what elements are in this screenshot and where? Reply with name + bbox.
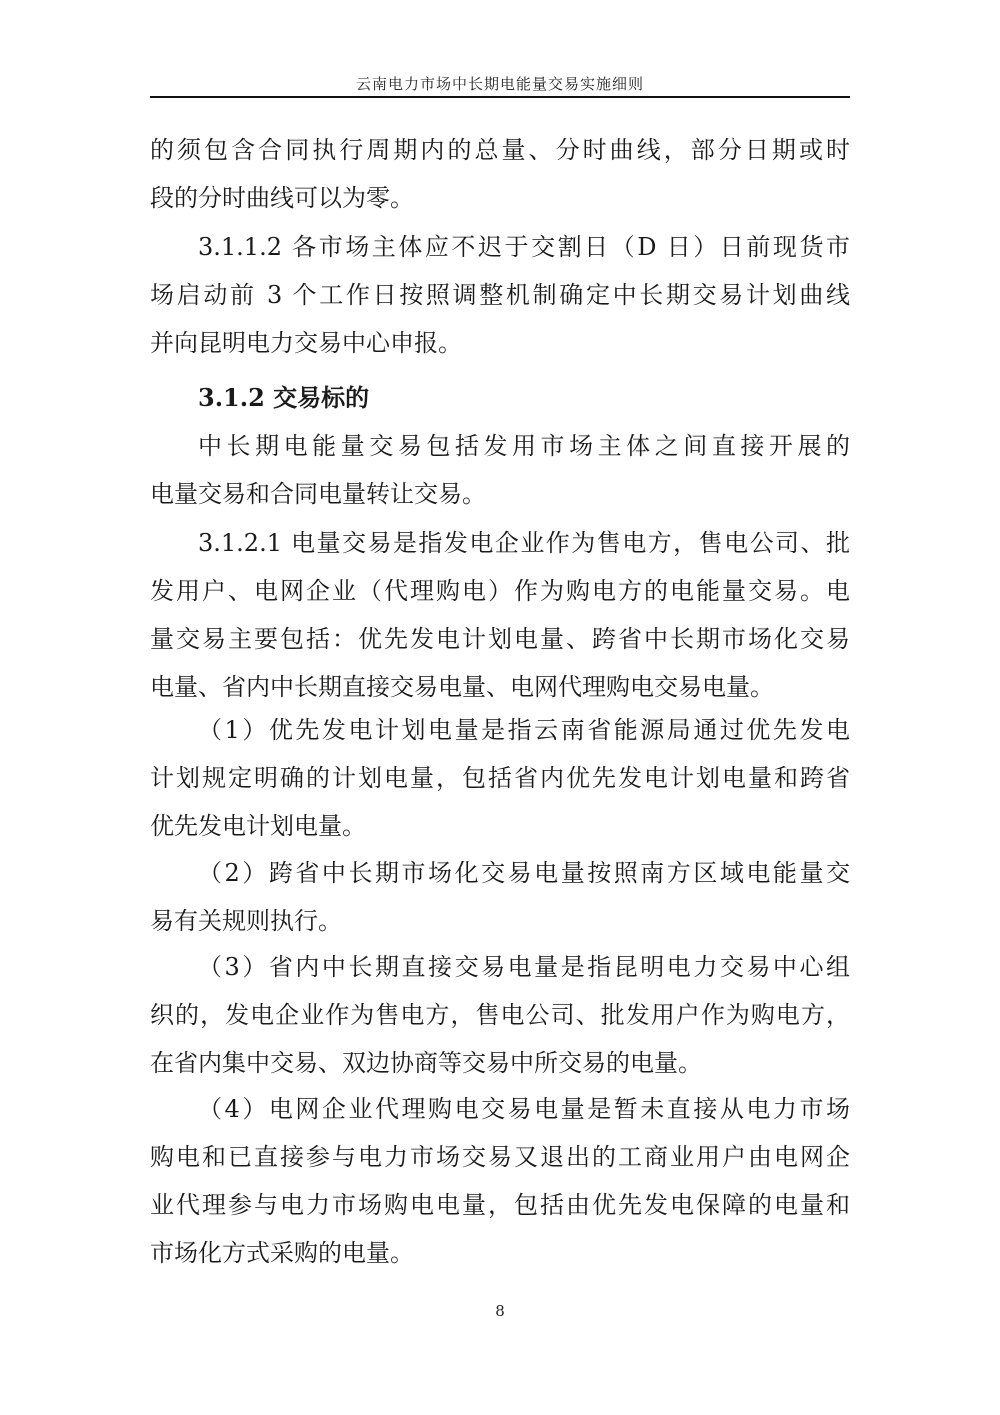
body-line-22: 购电和已直接参与电力市场交易又退出的工商业用户由电网企 — [150, 1143, 850, 1171]
body-line-7: 中长期电能量交易包括发用市场主体之间直接开展的 — [198, 432, 850, 460]
body-line-24: 市场化方式采购的电量。 — [150, 1239, 414, 1267]
body-line-8: 电量交易和合同电量转让交易。 — [150, 480, 486, 508]
body-line-23: 业代理参与电力市场购电电量，包括由优先发电保障的电量和 — [150, 1191, 850, 1219]
body-line-20: 在省内集中交易、双边协商等交易中所交易的电量。 — [150, 1049, 702, 1077]
page-number: 8 — [495, 1302, 505, 1320]
body-line-1: 的须包含合同执行周期内的总量、分时曲线，部分日期或时 — [150, 136, 850, 164]
body-line-13: （1）优先发电计划电量是指云南省能源局通过优先发电 — [198, 716, 850, 744]
body-line-4: 场启动前 3 个工作日按照调整机制确定中长期交易计划曲线 — [150, 281, 850, 309]
body-line-11: 量交易主要包括：优先发电计划电量、跨省中长期市场化交易 — [150, 625, 850, 653]
body-line-2: 段的分时曲线可以为零。 — [150, 184, 414, 212]
body-line-5: 并向昆明电力交易中心申报。 — [150, 329, 462, 357]
body-line-12: 电量、省内中长期直接交易电量、电网代理购电交易电量。 — [150, 673, 774, 701]
body-line-15: 优先发电计划电量。 — [150, 812, 366, 840]
body-line-19: 织的，发电企业作为售电方，售电公司、批发用户作为购电方， — [150, 1001, 850, 1029]
body-line-18: （3）省内中长期直接交易电量是指昆明电力交易中心组 — [198, 953, 850, 981]
header-divider — [150, 96, 850, 98]
body-line-17: 易有关规则执行。 — [150, 907, 342, 935]
section-heading: 3.1.2 交易标的 — [198, 383, 370, 412]
document-title: 云南电力市场中长期电能量交易实施细则 — [355, 75, 644, 93]
body-line-3: 3.1.1.2 各市场主体应不迟于交割日（D 日）日前现货市 — [198, 233, 850, 261]
body-line-21: （4）电网企业代理购电交易电量是暂未直接从电力市场 — [198, 1095, 850, 1123]
body-line-16: （2）跨省中长期市场化交易电量按照南方区域电能量交 — [198, 859, 850, 887]
body-line-9: 3.1.2.1 电量交易是指发电企业作为售电方，售电公司、批 — [198, 529, 850, 557]
body-line-14: 计划规定明确的计划电量，包括省内优先发电计划电量和跨省 — [150, 764, 850, 792]
body-line-10: 发用户、电网企业（代理购电）作为购电方的电能量交易。电 — [150, 577, 850, 605]
